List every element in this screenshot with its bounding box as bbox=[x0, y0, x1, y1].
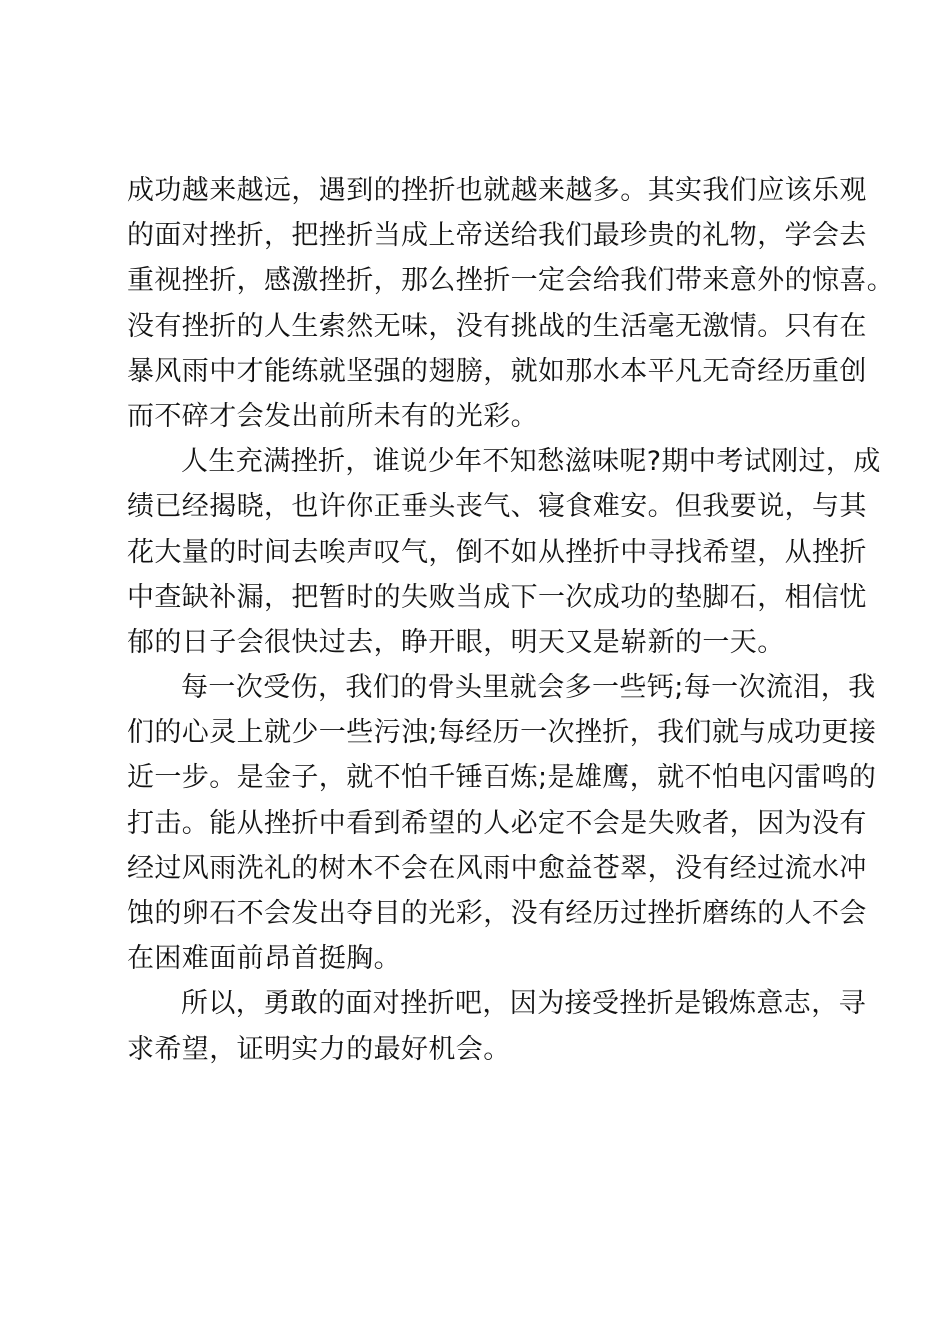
essay-body bbox=[127, 168, 895, 1072]
paragraph-first-line: 人生充满挫折，谁说少年不知愁滋味呢?期中考试刚过，成 bbox=[181, 446, 881, 478]
text-line: 郁的日子会很快过去，睁开眼，明天又是崭新的一天。 bbox=[127, 626, 785, 658]
text-line: 中查缺补漏，把暂时的失败当成下一次成功的垫脚石，相信忧 bbox=[127, 581, 867, 613]
paragraph-first-line: 每一次受伤，我们的骨头里就会多一些钙;每一次流泪，我 bbox=[181, 672, 876, 704]
text-line: 们的心灵上就少一些污浊;每经历一次挫折，我们就与成功更接 bbox=[127, 717, 877, 749]
paragraph-first-line: 所以，勇敢的面对挫折吧，因为接受挫折是锻炼意志，寻 bbox=[181, 988, 866, 1020]
text-line: 在困难面前昂首挺胸。 bbox=[127, 943, 401, 975]
text-line: 近一步。是金子，就不怕千锤百炼;是雄鹰，就不怕电闪雷鸣的 bbox=[127, 762, 877, 794]
text-line: 成功越来越远，遇到的挫折也就越来越多。其实我们应该乐观 bbox=[127, 175, 867, 206]
text-line: 而不碎才会发出前所未有的光彩。 bbox=[127, 400, 538, 432]
text-line: 经过风雨洗礼的树木不会在风雨中愈益苍翠，没有经过流水冲 bbox=[127, 852, 867, 884]
text-line: 打击。能从挫折中看到希望的人必定不会是失败者，因为没有 bbox=[127, 807, 867, 839]
text-line: 花大量的时间去唉声叹气，倒不如从挫折中寻找希望，从挫折 bbox=[127, 536, 867, 568]
text-line: 蚀的卵石不会发出夺目的光彩，没有经历过挫折磨练的人不会 bbox=[127, 898, 867, 929]
text-line: 没有挫折的人生索然无味，没有挑战的生活毫无激情。只有在 bbox=[127, 310, 867, 342]
text-line: 暴风雨中才能练就坚强的翅膀，就如那水本平凡无奇经历重创 bbox=[127, 355, 867, 387]
text-line: 求希望，证明实力的最好机会。 bbox=[127, 1033, 511, 1065]
text-line: 的面对挫折，把挫折当成上帝送给我们最珍贵的礼物，学会去 bbox=[127, 220, 867, 252]
text-line: 重视挫折，感激挫折，那么挫折一定会给我们带来意外的惊喜。 bbox=[127, 265, 895, 297]
text-line: 绩已经揭晓，也许你正垂头丧气、寝食难安。但我要说，与其 bbox=[127, 491, 867, 523]
